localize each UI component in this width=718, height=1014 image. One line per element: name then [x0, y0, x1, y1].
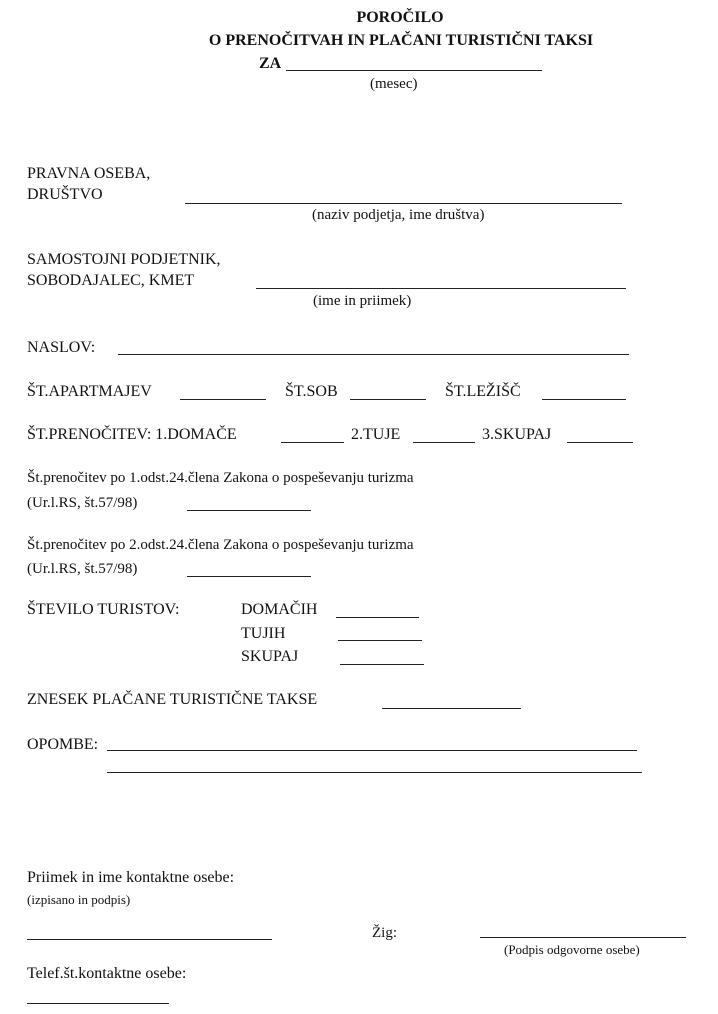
law-para1-line2: (Ur.l.RS, št.57/98): [27, 495, 138, 511]
tourists-foreign-label: TUJIH: [241, 625, 286, 642]
law-para1-line1: Št.prenočitev po 1.odst.24.člena Zakona o pospeševanju turizma: [27, 470, 414, 486]
tax-amount-field[interactable]: [382, 708, 521, 709]
overnights-domestic-field[interactable]: [281, 442, 344, 443]
month-hint: (mesec): [370, 76, 418, 92]
full-name-hint: (ime in priimek): [313, 293, 412, 309]
law-para2-field[interactable]: [187, 576, 311, 577]
beds-field[interactable]: [542, 399, 626, 400]
legal-entity-label-2: DRUŠTVO: [27, 186, 103, 203]
sole-proprietor-label-2: SOBODAJALEC, KMET: [27, 272, 195, 289]
month-field[interactable]: [286, 70, 542, 71]
company-name-hint: (naziv podjetja, ime društva): [312, 207, 485, 223]
stamp-label: Žig:: [372, 925, 397, 941]
sole-proprietor-label: SAMOSTOJNI PODJETNIK,: [27, 251, 221, 268]
rooms-label: ŠT.SOB: [285, 383, 338, 400]
beds-label: ŠT.LEŽIŠČ: [445, 383, 521, 400]
document-title: POROČILO: [356, 9, 444, 26]
za-label: ZA: [259, 55, 282, 72]
law-para2-line1: Št.prenočitev po 2.odst.24.člena Zakona o pospeševanju turizma: [27, 537, 414, 553]
overnights-total-label: 3.SKUPAJ: [482, 426, 552, 443]
overnights-foreign-field[interactable]: [413, 442, 475, 443]
tourists-total-field[interactable]: [340, 664, 424, 665]
remarks-label: OPOMBE:: [27, 736, 99, 753]
tourists-domestic-field[interactable]: [336, 617, 419, 618]
apartments-label: ŠT.APARTMAJEV: [27, 383, 152, 400]
overnights-total-field[interactable]: [567, 442, 633, 443]
rooms-field[interactable]: [350, 399, 426, 400]
overnights-label: ŠT.PRENOČITEV: 1.DOMAČE: [27, 426, 237, 443]
document-subtitle: O PRENOČITVAH IN PLAČANI TURISTIČNI TAKSI: [208, 32, 594, 49]
contact-phone-label: Telef.št.kontaktne osebe:: [27, 965, 187, 982]
overnights-foreign-label: 2.TUJE: [351, 426, 401, 443]
tax-label: ZNESEK PLAČANE TURISTIČNE TAKSE: [27, 691, 318, 708]
apartments-field[interactable]: [180, 399, 266, 400]
remarks-field-line1[interactable]: [107, 750, 637, 751]
remarks-field-line2[interactable]: [107, 772, 642, 773]
legal-entity-label: PRAVNA OSEBA,: [27, 165, 151, 182]
tourists-label: ŠTEVILO TURISTOV:: [27, 601, 180, 618]
signature-field[interactable]: [480, 937, 686, 938]
contact-name-label: Priimek in ime kontaktne osebe:: [27, 869, 235, 886]
contact-name-field[interactable]: [27, 939, 272, 940]
company-name-field[interactable]: [185, 203, 622, 204]
tourists-foreign-field[interactable]: [338, 640, 422, 641]
signature-hint: (Podpis odgovorne osebe): [504, 942, 640, 957]
full-name-field[interactable]: [256, 288, 626, 289]
address-label: NASLOV:: [27, 339, 96, 356]
contact-phone-field[interactable]: [27, 1003, 169, 1004]
law-para2-line2: (Ur.l.RS, št.57/98): [27, 561, 138, 577]
address-field[interactable]: [118, 354, 629, 355]
contact-name-hint: (izpisano in podpis): [27, 892, 131, 907]
law-para1-field[interactable]: [187, 510, 311, 511]
tourists-domestic-label: DOMAČIH: [241, 601, 318, 618]
tourists-total-label: SKUPAJ: [241, 648, 299, 665]
